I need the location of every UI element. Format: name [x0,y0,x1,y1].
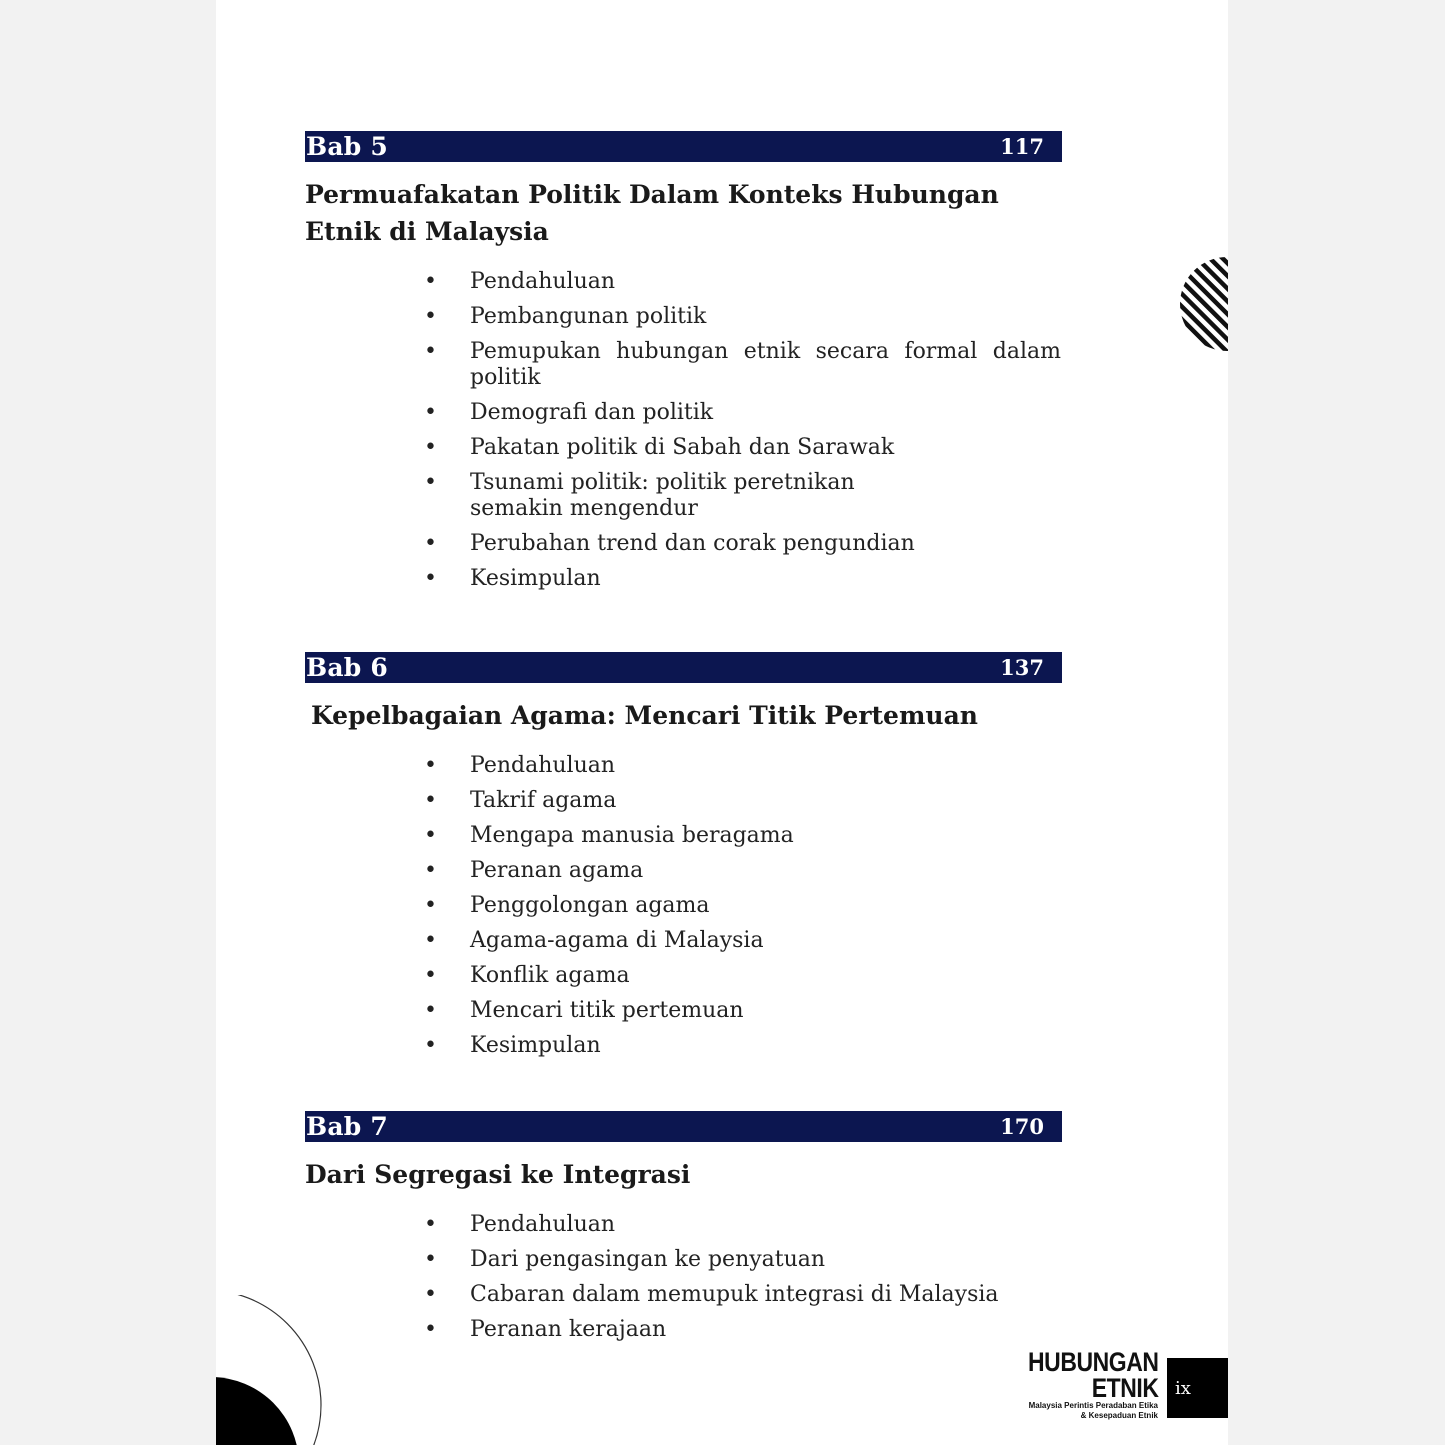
list-item: • Pendahuluan [424,269,616,294]
chapter-6 [305,652,1062,1068]
chapter-title-line: Dari Segregasi ke Integrasi [305,1160,691,1189]
logo-title-line: HUBUNGAN [1027,1347,1158,1377]
topic-list [305,1212,1062,1343]
book-logo [1005,1349,1159,1421]
chapter-title-line: Kepelbagaian Agama: Mencari Titik Pertemuan [311,701,978,730]
chapter-title [305,697,1062,734]
chapter-title [305,176,1062,250]
page-number: ix [1175,1377,1191,1399]
bullet-icon: • [424,1033,437,1058]
list-item: • Pemupukan hubungan etnik secara formal dalam politik [424,339,1061,390]
bullet-icon: • [424,998,437,1023]
chapter-label: Bab 6 [306,653,388,682]
chapter-label: Bab 5 [306,132,388,161]
bullet-icon: • [424,928,437,953]
bullet-icon: • [424,963,437,988]
list-item: • Dari pengasingan ke penyatuan [424,1247,826,1272]
chapter-page-number: 170 [1000,1114,1044,1139]
bullet-icon: • [424,435,437,460]
bullet-icon: • [424,1282,437,1307]
list-item: • Perubahan trend dan corak pengundian [424,531,915,556]
list-item: • Peranan kerajaan [424,1317,667,1342]
chapter-title-line: Etnik di Malaysia [305,217,549,246]
chapter-label: Bab 7 [306,1112,388,1141]
chapter-title-line: Permuafakatan Politik Dalam Konteks Hubungan [305,180,999,209]
list-item: • Pendahuluan [424,753,616,778]
bullet-icon: • [424,566,437,591]
list-item: • Kesimpulan [424,1033,601,1058]
list-item: • Pakatan politik di Sabah dan Sarawak [424,435,895,460]
striped-circle-decoration-icon [1180,257,1228,351]
bullet-icon: • [424,1247,437,1272]
list-item: • Demografi dan politik [424,400,714,425]
bullet-icon: • [424,339,437,364]
logo-subtitle: Malaysia Perintis Peradaban Etika [1028,1401,1158,1410]
bullet-icon: • [424,400,437,425]
list-item: • Takrif agama [424,788,617,813]
chapter-title [305,1156,1062,1193]
list-item: • Mencari titik pertemuan [424,998,744,1023]
page-number-box [1167,1358,1228,1418]
chapter-page-number: 137 [1000,655,1044,680]
list-item: • Agama-agama di Malaysia [424,928,764,953]
list-item: • Konflik agama [424,963,630,988]
list-item: • Pembangunan politik [424,304,707,329]
chapter-header-bar [305,652,1062,683]
book-page [216,0,1228,1445]
bullet-icon: • [424,470,437,495]
bullet-icon: • [424,788,437,813]
logo-title-line: ETNIK [1091,1373,1158,1403]
chapter-header-bar [305,1111,1062,1142]
topic-list [305,269,1062,592]
list-item: • Tsunami politik: politik peretnikan semakin mengendur [424,470,855,521]
chapter-7 [305,1111,1062,1352]
chapter-page-number: 117 [1000,134,1044,159]
list-item: • Kesimpulan [424,566,601,591]
bullet-icon: • [424,304,437,329]
bullet-icon: • [424,1317,437,1342]
bullet-icon: • [424,1212,437,1237]
list-item: • Mengapa manusia beragama [424,823,794,848]
bullet-icon: • [424,893,437,918]
bullet-icon: • [424,269,437,294]
list-item: • Pendahuluan [424,1212,616,1237]
list-item: • Cabaran dalam memupuk integrasi di Malaysia [424,1282,999,1307]
bullet-icon: • [424,823,437,848]
logo-subtitle: & Kesepaduan Etnik [1080,1411,1158,1420]
bullet-icon: • [424,531,437,556]
chapter-header-bar [305,131,1062,162]
chapter-5 [305,131,1062,601]
list-item: • Peranan agama [424,858,644,883]
list-item: • Penggolongan agama [424,893,710,918]
bullet-icon: • [424,858,437,883]
topic-list [305,753,1062,1059]
bullet-icon: • [424,753,437,778]
circle-decoration-icon [216,1295,336,1445]
